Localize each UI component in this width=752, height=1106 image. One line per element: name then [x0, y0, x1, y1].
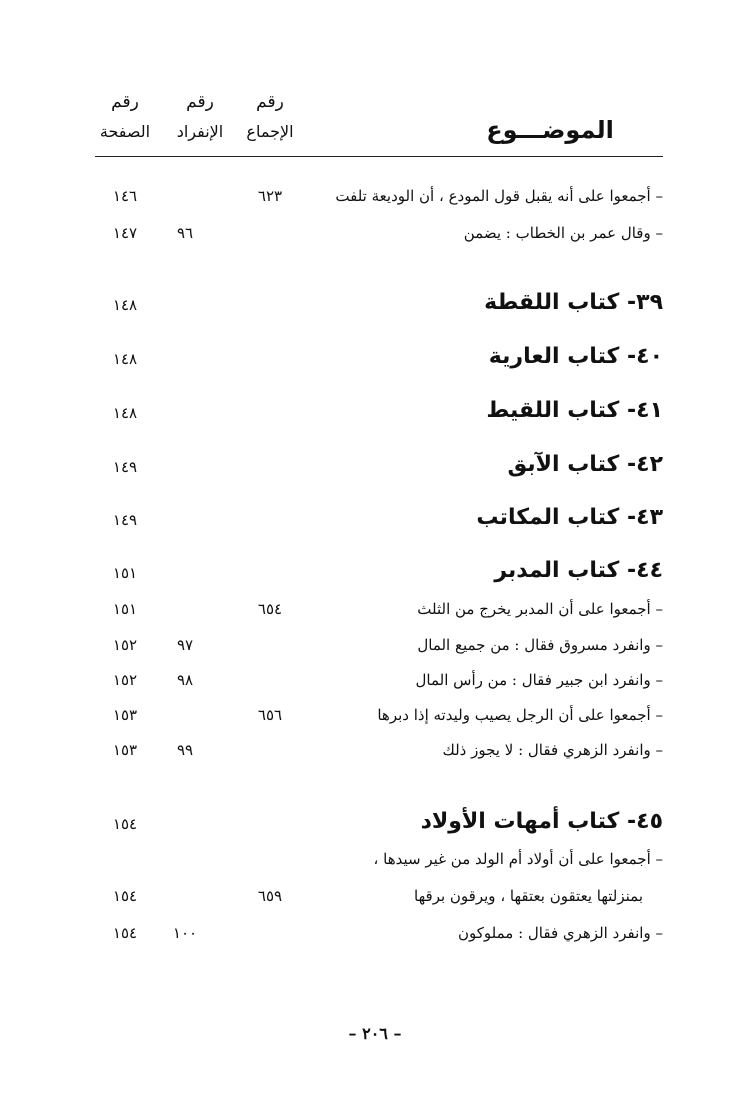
row-title: – أجمعوا على أن أولاد أم الولد من غير سيدها ، [373, 850, 663, 868]
row-infirad: ١٠٠ [172, 924, 198, 942]
header-topic: الموضـــوع [486, 116, 614, 144]
header-rule [95, 156, 663, 157]
row-infirad: ٩٩ [176, 741, 194, 759]
row-page: ١٥٤ [112, 887, 138, 905]
book-title: ٣٩- كتاب اللقطة [484, 290, 663, 315]
row-page: ١٥١ [112, 600, 138, 618]
header-page-bottom: الصفحة [99, 122, 151, 141]
row-page: ١٥٢ [112, 636, 138, 654]
row-title: – أجمعوا على أن المدبر يخرج من الثلث [417, 600, 663, 618]
book-title: ٤١- كتاب اللقيط [486, 398, 663, 423]
row-page: ١٤٩ [112, 458, 138, 476]
header-page-column [95, 92, 155, 142]
row-infirad: ٩٨ [176, 671, 194, 689]
row-page: ١٤٨ [112, 350, 138, 368]
row-ijma: ٦٥٩ [257, 887, 283, 905]
book-title: ٤٣- كتاب المكاتب [476, 505, 663, 530]
row-infirad: ٩٧ [176, 636, 194, 654]
header-ijma-top: رقم [256, 92, 284, 112]
row-title: – وانفرد الزهري فقال : لا يجوز ذلك [442, 741, 663, 759]
row-title: – وانفرد الزهري فقال : مملوكون [457, 924, 663, 942]
row-ijma: ٦٥٤ [257, 600, 283, 618]
book-title: ٤٥- كتاب أمهات الأولاد [420, 809, 663, 834]
row-page: ١٥٤ [112, 815, 138, 833]
book-title: ٤٤- كتاب المدبر [494, 558, 663, 583]
row-title: – أجمعوا على أنه يقبل قول المودع ، أن الوديعة تلفت [335, 187, 663, 205]
header-ijma-column [238, 92, 302, 142]
header-ijma-bottom: الإجماع [246, 122, 294, 141]
row-ijma: ٦٥٦ [257, 706, 283, 724]
row-page: ١٤٨ [112, 404, 138, 422]
row-page: ١٥١ [112, 564, 138, 582]
page-number: – ٢٠٦ – [348, 1024, 402, 1043]
header-infirad-bottom: الإنفراد [176, 122, 224, 141]
row-page: ١٥٣ [112, 706, 138, 724]
book-title: ٤٢- كتاب الآبق [507, 452, 663, 477]
header-infirad-column [168, 92, 232, 142]
row-page: ١٤٧ [112, 224, 138, 242]
row-title: – وانفرد ابن جبير فقال : من رأس المال [415, 671, 663, 689]
book-title: ٤٠- كتاب العارية [488, 344, 663, 369]
row-page: ١٥٢ [112, 671, 138, 689]
row-page: ١٥٣ [112, 741, 138, 759]
row-page: ١٥٤ [112, 924, 138, 942]
row-page: ١٤٦ [112, 187, 138, 205]
row-page: ١٤٩ [112, 511, 138, 529]
row-infirad: ٩٦ [176, 224, 194, 242]
row-ijma: ٦٢٣ [257, 187, 283, 205]
row-title: – أجمعوا على أن الرجل يصيب وليدته إذا دبرها [377, 706, 663, 724]
header-infirad-top: رقم [186, 92, 214, 112]
row-title: بمنزلتها يعتقون بعتقها ، ويرقون برقها [414, 887, 643, 905]
row-title: – وقال عمر بن الخطاب : يضمن [463, 224, 663, 242]
header-page-top: رقم [111, 92, 139, 112]
row-page: ١٤٨ [112, 296, 138, 314]
row-title: – وانفرد مسروق فقال : من جميع المال [417, 636, 663, 654]
